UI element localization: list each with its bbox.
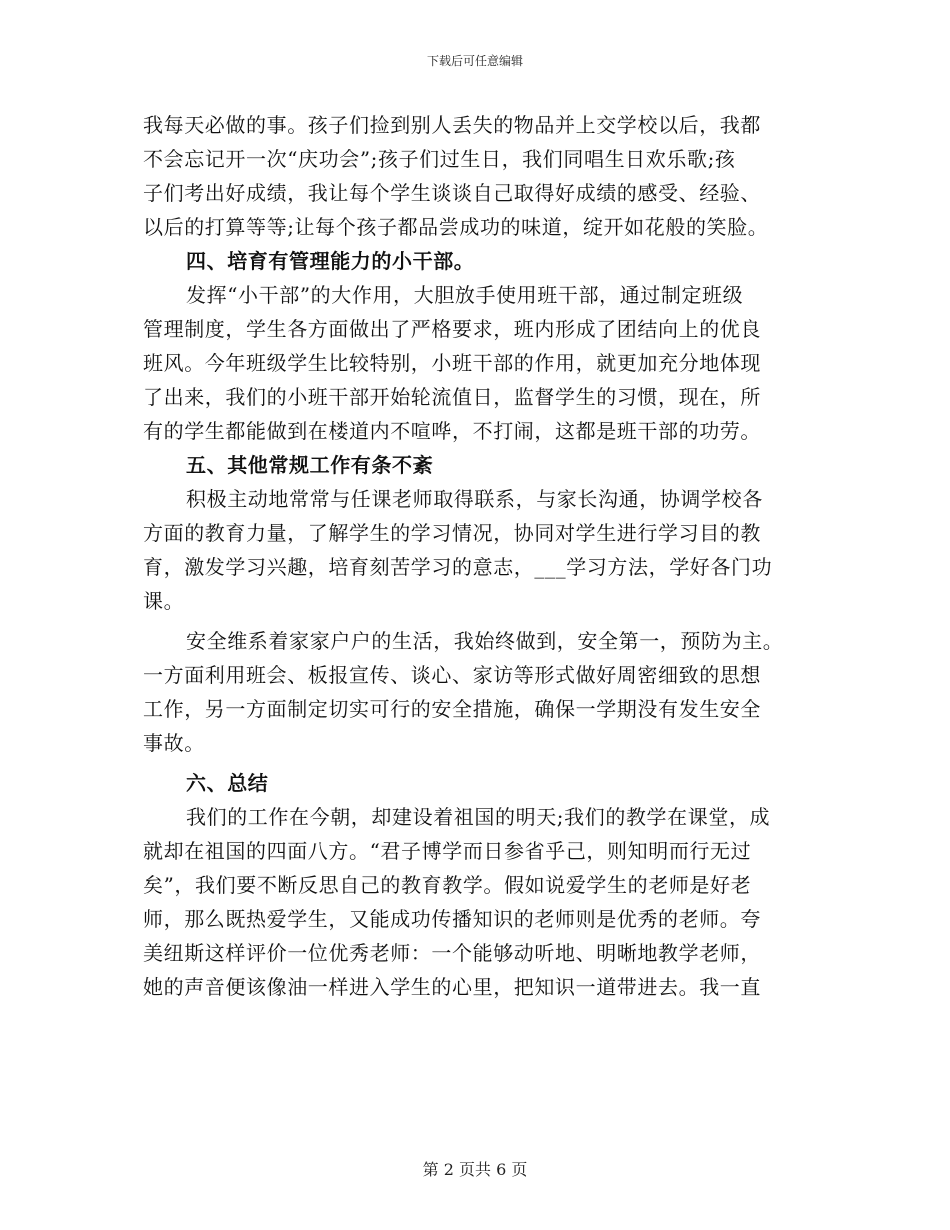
paragraph-line: 美纽斯这样评价一位优秀老师：一个能够动听地、明晰地教学老师， [143,941,761,965]
paragraph-line: 矣”，我们要不断反思自己的教育教学。假如说爱学生的老师是好老 [143,873,752,897]
page-header: 下载后可任意编辑 [426,54,523,68]
paragraph-line: 师，那么既热爱学生，又能成功传播知识的老师则是优秀的老师。夸 [143,907,761,931]
paragraph-line: 积极主动地常常与任课老师取得联系，与家长沟通，协调学校各 [186,487,763,511]
paragraph-line: 就却在祖国的四面八方。“君子博学而日参省乎己，则知明而行无过 [143,839,752,863]
paragraph-line: 我们的工作在今朝，却建设着祖国的明天;我们的教学在课堂，成 [186,805,771,829]
paragraph-line: 工作，另一方面制定切实可行的安全措施，确保一学期没有发生安全 [143,697,761,721]
paragraph-line: 子们考出好成绩，我让每个学生谈谈自己取得好成绩的感受、经验、 [143,181,761,205]
page-footer: 第 2 页共 6 页 [422,1160,528,1179]
paragraph-line: 管理制度，学生各方面做出了严格要求，班内形成了团结向上的优良 [143,317,761,341]
paragraph-line: 不会忘记开一次“庆功会”;孩子们过生日，我们同唱生日欢乐歌;孩 [143,147,736,171]
paragraph-line: 班风。今年班级学生比较特别，小班干部的作用，就更加充分地体现 [143,351,761,375]
paragraph-line: 以后的打算等等;让每个孩子都品尝成功的味道，绽开如花般的笑脸。 [143,215,769,239]
paragraph-line: 事故。 [143,731,205,755]
paragraph-line: 课。 [143,589,185,613]
paragraph-line: 她的声音便该像油一样进入学生的心里，把知识一道带进去。我一直 [143,975,761,999]
section-heading: 五、其他常规工作有条不紊 [186,453,434,477]
paragraph-line: 安全维系着家家户户的生活，我始终做到，安全第一，预防为主。 [186,629,784,653]
paragraph-line: 我每天必做的事。孩子们捡到别人丢失的物品并上交学校以后，我都 [143,113,761,137]
section-heading: 六、总结 [186,771,269,795]
section-heading: 四、培育有管理能力的小干部。 [186,249,475,273]
paragraph-line: 了出来，我们的小班干部开始轮流值日，监督学生的习惯，现在，所 [143,385,761,409]
paragraph-line: 有的学生都能做到在楼道内不喧哗，不打闹，这都是班干部的功劳。 [143,419,761,443]
paragraph-line: 方面的教育力量，了解学生的学习情况，协同对学生进行学习目的教 [143,521,761,545]
paragraph-line: 一方面利用班会、板报宣传、谈心、家访等形式做好周密细致的思想 [143,663,761,687]
paragraph-line: 发挥“小干部”的大作用，大胆放手使用班干部，通过制定班级 [186,283,744,307]
document-body [143,108,808,1004]
paragraph-line: 育，激发学习兴趣，培育刻苦学习的意志，___学习方法，学好各门功 [143,555,773,579]
